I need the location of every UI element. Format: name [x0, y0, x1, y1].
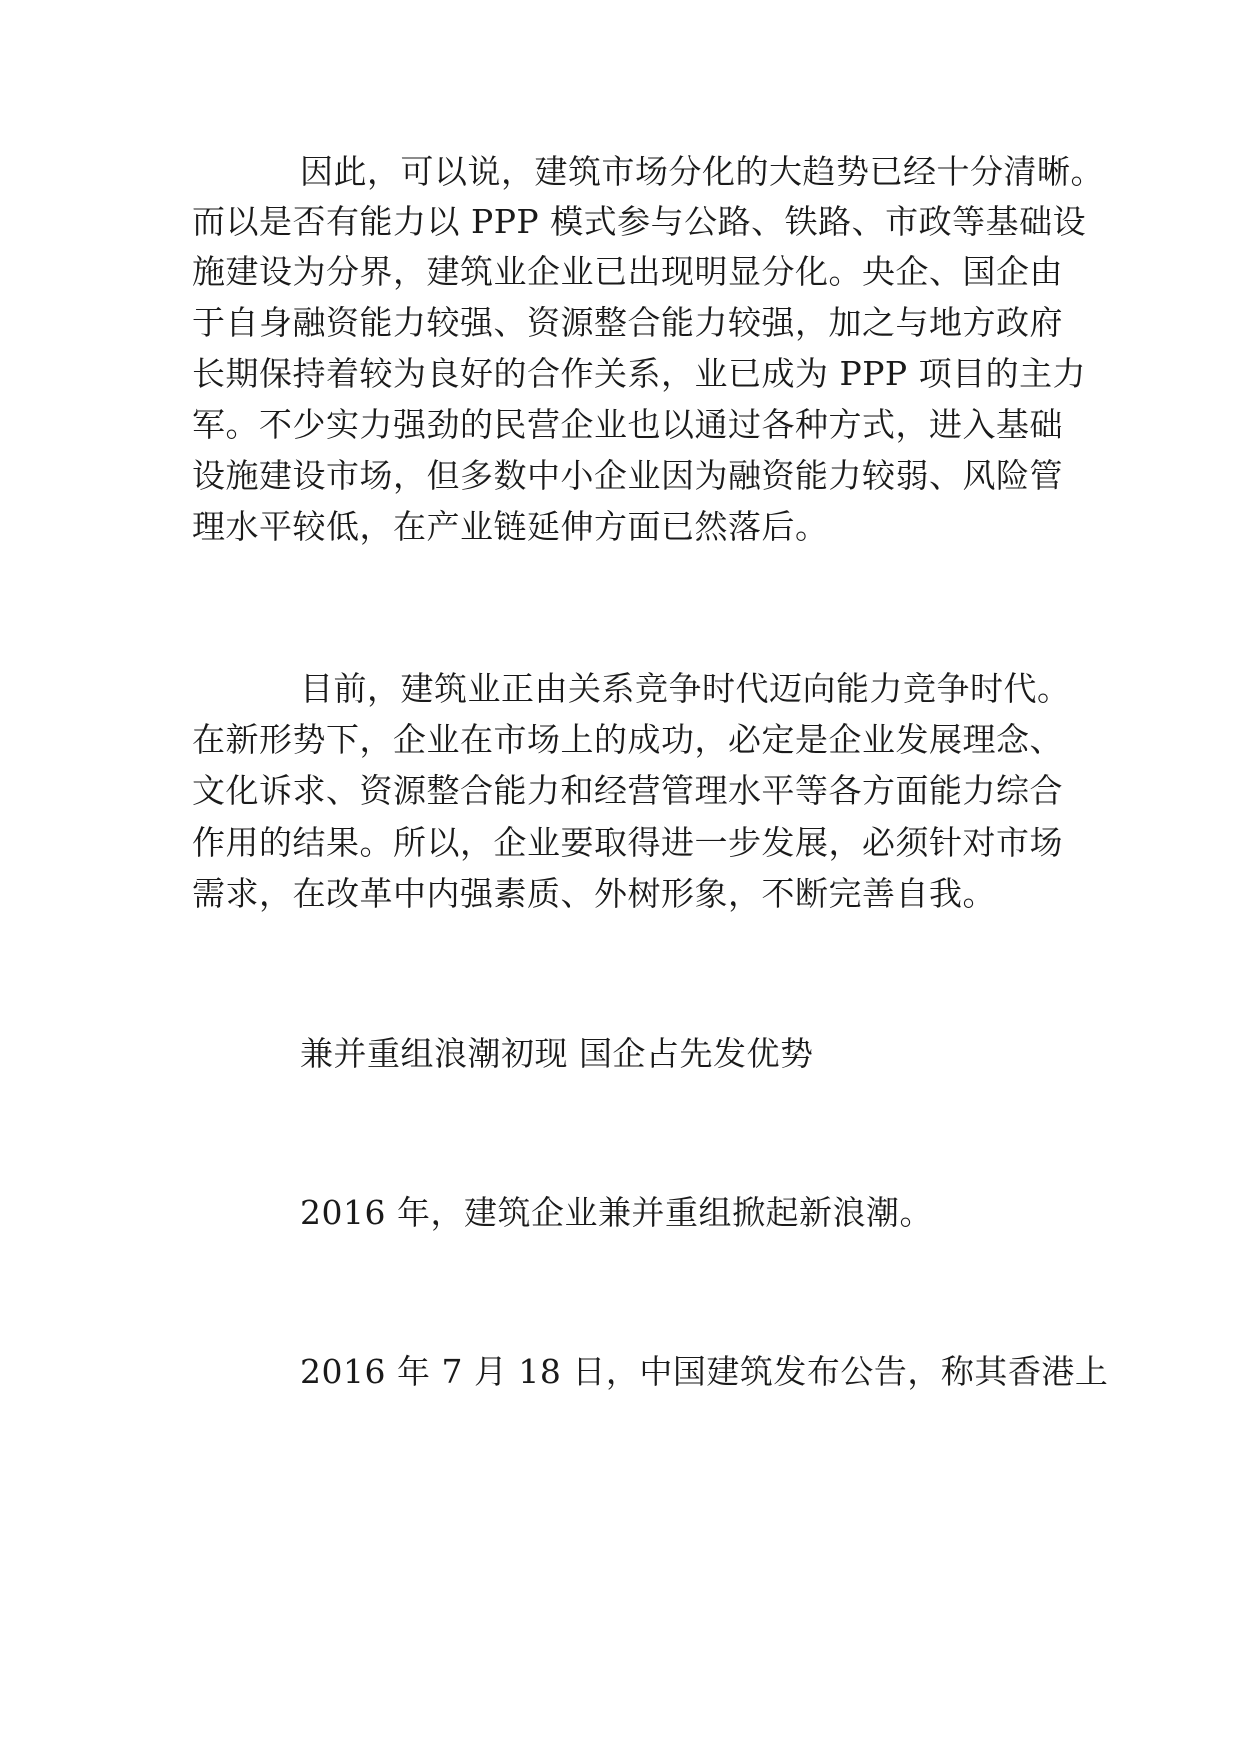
paragraph-1-line-6: 军。不少实力强劲的民营企业也以通过各种方式，进入基础	[192, 405, 1063, 444]
paragraph-2-line-3: 文化诉求、资源整合能力和经营管理水平等各方面能力综合	[192, 771, 1063, 810]
paragraph-1-line-5: 长期保持着较为良好的合作关系，业已成为 PPP 项目的主力	[192, 354, 1087, 393]
paragraph-2-line-1: 目前，建筑业正由关系竞争时代迈向能力竞争时代。	[300, 669, 1071, 708]
section-heading: 兼并重组浪潮初现 国企占先发优势	[300, 1034, 814, 1073]
paragraph-2-line-5: 需求，在改革中内强素质、外树形象，不断完善自我。	[192, 874, 996, 913]
paragraph-1-line-1: 因此，可以说，建筑市场分化的大趋势已经十分清晰。	[300, 152, 1104, 191]
paragraph-1-line-2: 而以是否有能力以 PPP 模式参与公路、铁路、市政等基础设	[192, 202, 1087, 241]
paragraph-4-line-1: 2016 年 7 月 18 日，中国建筑发布公告，称其香港上	[300, 1352, 1109, 1391]
paragraph-1-line-4: 于自身融资能力较强、资源整合能力较强，加之与地方政府	[192, 303, 1063, 342]
paragraph-1-line-7: 设施建设市场，但多数中小企业因为融资能力较弱、风险管	[192, 456, 1063, 495]
paragraph-3: 2016 年，建筑企业兼并重组掀起新浪潮。	[300, 1193, 933, 1232]
paragraph-1-line-8: 理水平较低，在产业链延伸方面已然落后。	[192, 507, 829, 546]
paragraph-2-line-4: 作用的结果。所以，企业要取得进一步发展，必须针对市场	[192, 823, 1063, 862]
paragraph-1-line-3: 施建设为分界，建筑业企业已出现明显分化。央企、国企由	[192, 252, 1063, 291]
paragraph-2-line-2: 在新形势下，企业在市场上的成功，必定是企业发展理念、	[192, 720, 1063, 759]
